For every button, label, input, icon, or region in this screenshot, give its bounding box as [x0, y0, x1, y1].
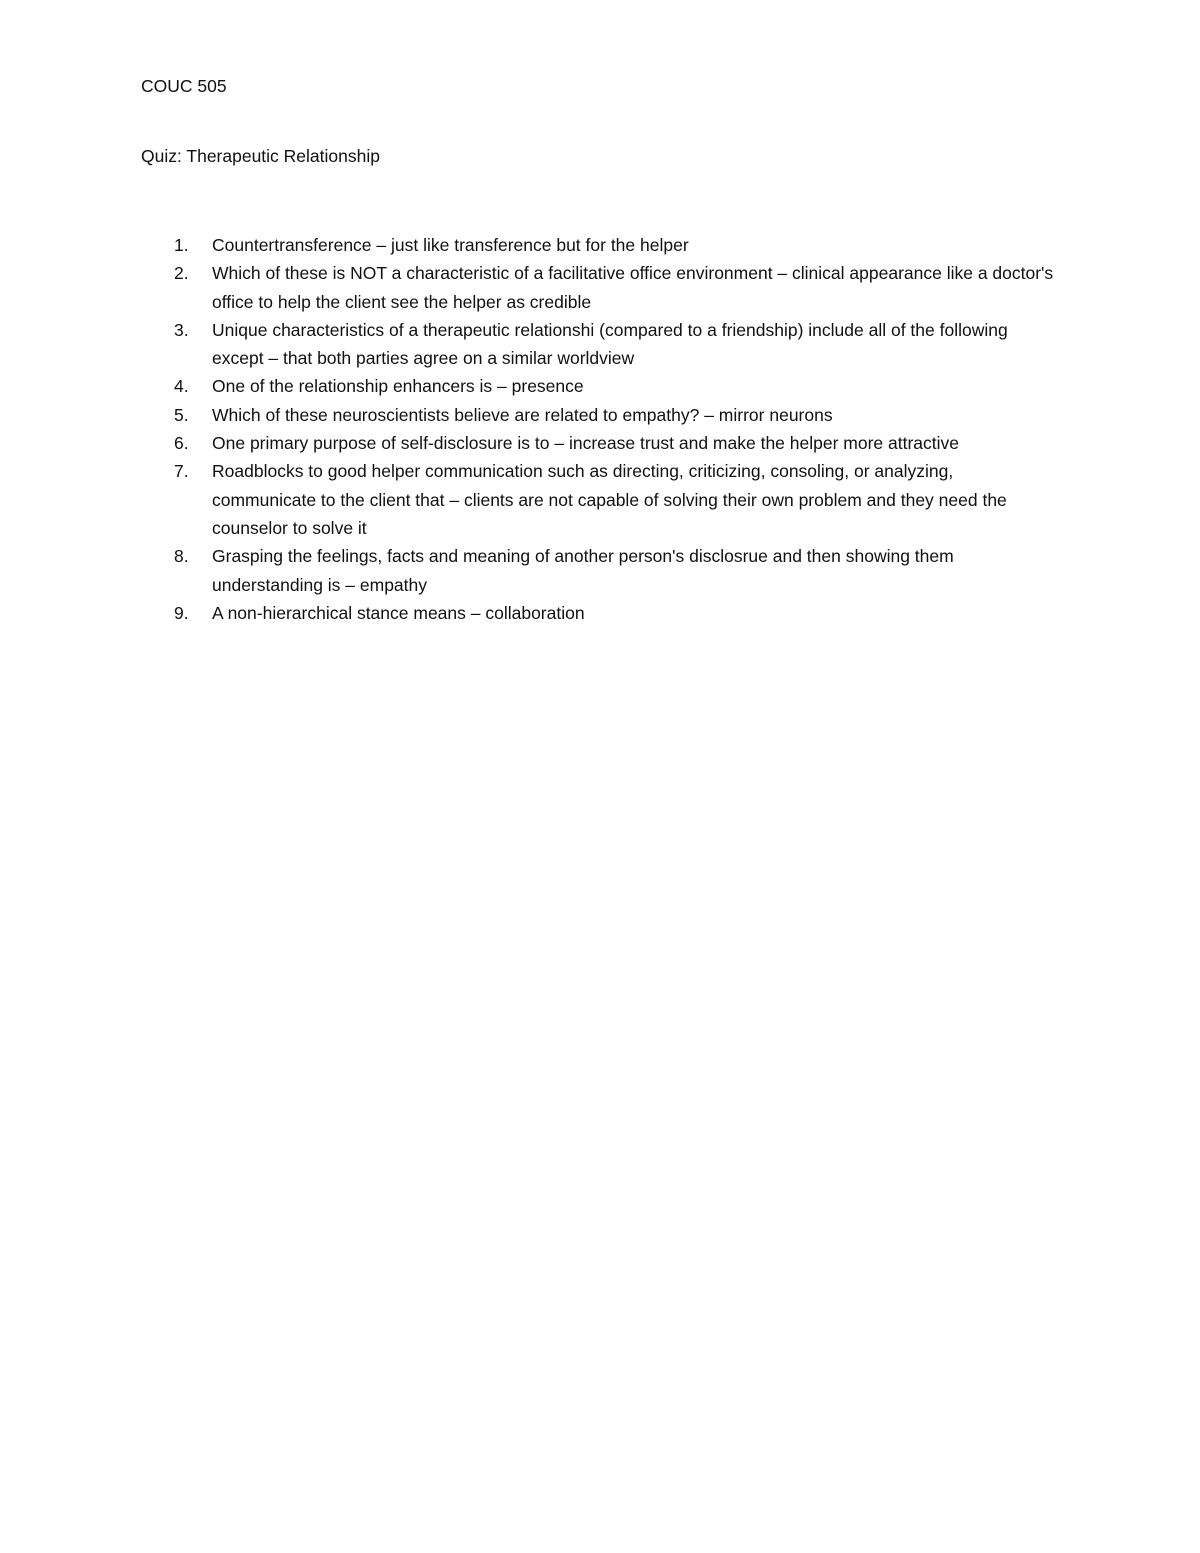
item-number: 6. — [174, 433, 189, 454]
list-item — [141, 429, 1061, 457]
course-code: COUC 505 — [141, 76, 227, 96]
item-text: Which of these neuroscientists believe are related to empathy? – mirror neurons — [212, 404, 833, 425]
list-item — [141, 599, 1061, 627]
item-text: Countertransference – just like transference but for the helper — [212, 235, 689, 255]
list-item — [141, 231, 1061, 259]
quiz-answer-list — [141, 231, 1061, 627]
item-text: One primary purpose of self-disclosure is to – increase trust and make the helper more attractive — [212, 433, 960, 454]
quiz-title: Quiz: Therapeutic Relationship — [141, 146, 380, 166]
item-text: Grasping the feelings, facts and meaning of another person's disclosrue and then showing them understanding is – empathy — [212, 546, 954, 595]
list-item — [141, 259, 1061, 316]
list-item — [141, 372, 1061, 400]
item-number: 3. — [174, 319, 189, 340]
item-text: One of the relationship enhancers is – presence — [212, 376, 584, 397]
item-text: A non-hierarchical stance means – collaboration — [212, 602, 585, 623]
item-number: 5. — [174, 404, 189, 425]
item-number: 8. — [174, 546, 189, 567]
item-number: 9. — [174, 602, 189, 623]
item-number: 1. — [174, 235, 189, 255]
list-item — [141, 316, 1061, 373]
item-number: 4. — [174, 376, 189, 397]
item-number: 7. — [174, 461, 189, 482]
item-text: Roadblocks to good helper communication such as directing, criticizing, consoling, or analyzing, communicate to the client that – clients are not capable of solving their own problem and they need the counselor to solve it — [212, 461, 1007, 538]
item-number: 2. — [174, 263, 189, 284]
item-text: Unique characteristics of a therapeutic relationshi (compared to a friendship) include all of the following except – that both parties agree on a similar worldview — [212, 319, 1008, 369]
list-item — [141, 401, 1061, 429]
list-item — [141, 542, 1061, 599]
list-item — [141, 457, 1061, 542]
item-text: Which of these is NOT a characteristic of a facilitative office environment – clinical appearance like a doctor's office to help the client see the helper as credible — [212, 263, 1054, 312]
